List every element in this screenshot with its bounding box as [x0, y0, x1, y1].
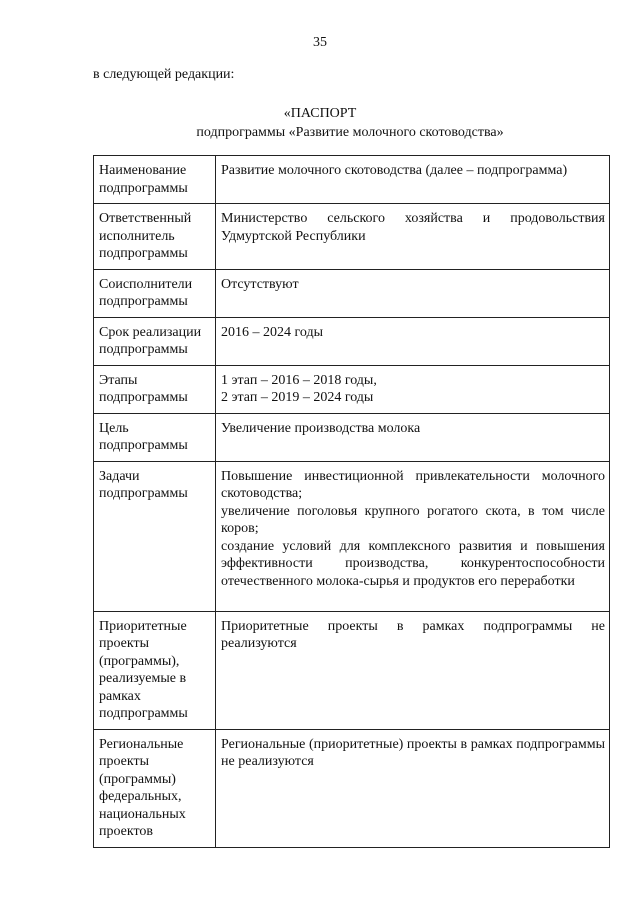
value-line: Региональные (приоритетные) проекты в рамках подпрограммы не реализуются: [221, 736, 605, 769]
value-line: Министерство сельского хозяйства и продовольствия Удмуртской Республики: [221, 211, 605, 244]
row-label: Приоритетные проекты (программы), реализуемые в рамках подпрограммы: [94, 611, 216, 729]
value-line: Развитие молочного скотоводства (далее – подпрограмма): [221, 163, 568, 178]
row-value: [216, 269, 610, 317]
row-label: Задачи подпрограммы: [94, 461, 216, 611]
row-value: [216, 729, 610, 847]
row-label: Соисполнители подпрограммы: [94, 269, 216, 317]
row-value: [216, 156, 610, 204]
row-value: [216, 317, 610, 365]
page-number: 35: [313, 35, 327, 50]
row-value: [216, 461, 610, 611]
table-row: [94, 317, 610, 365]
document-title: [0, 104, 640, 142]
table-row: [94, 204, 610, 270]
row-label: Цель подпрограммы: [94, 413, 216, 461]
value-line: создание условий для комплексного развития и повышения эффективности производства, конкурентоспособности отечественного молока-сырья и продуктов его переработки: [221, 538, 605, 589]
row-label: Наименование подпрограммы: [94, 156, 216, 204]
table-row: [94, 413, 610, 461]
table-row: [94, 461, 610, 611]
row-value: [216, 611, 610, 729]
title-line-2: подпрограммы «Развитие молочного скотоводства»: [196, 125, 504, 140]
value-line: Приоритетные проекты в рамках подпрограммы не реализуются: [221, 618, 605, 651]
row-value: [216, 365, 610, 413]
row-value: [216, 413, 610, 461]
intro-text: в следующей редакции:: [93, 67, 235, 82]
value-line: 1 этап – 2016 – 2018 годы,: [221, 372, 377, 388]
row-label: Этапы подпрограммы: [94, 365, 216, 413]
value-line: 2 этап – 2019 – 2024 годы: [221, 390, 374, 405]
table-row: [94, 269, 610, 317]
table-row: [94, 611, 610, 729]
title-line-1: «ПАСПОРТ: [283, 106, 357, 121]
table-row: [94, 156, 610, 204]
table-row: [94, 729, 610, 847]
table-row: [94, 365, 610, 413]
passport-table: [93, 155, 610, 848]
value-line: увеличение поголовья крупного рогатого скота, в том числе коров;: [221, 503, 605, 536]
value-line: Увеличение производства молока: [221, 420, 421, 436]
value-line: Отсутствуют: [221, 276, 299, 292]
row-value: [216, 204, 610, 270]
value-line: Повышение инвестиционной привлекательности молочного скотоводства;: [221, 468, 605, 501]
row-label: Региональные проекты (программы) федеральных, национальных проектов: [94, 729, 216, 847]
row-label: Ответственный исполнитель подпрограммы: [94, 204, 216, 270]
value-line: 2016 – 2024 годы: [221, 324, 324, 340]
row-label: Срок реализации подпрограммы: [94, 317, 216, 365]
